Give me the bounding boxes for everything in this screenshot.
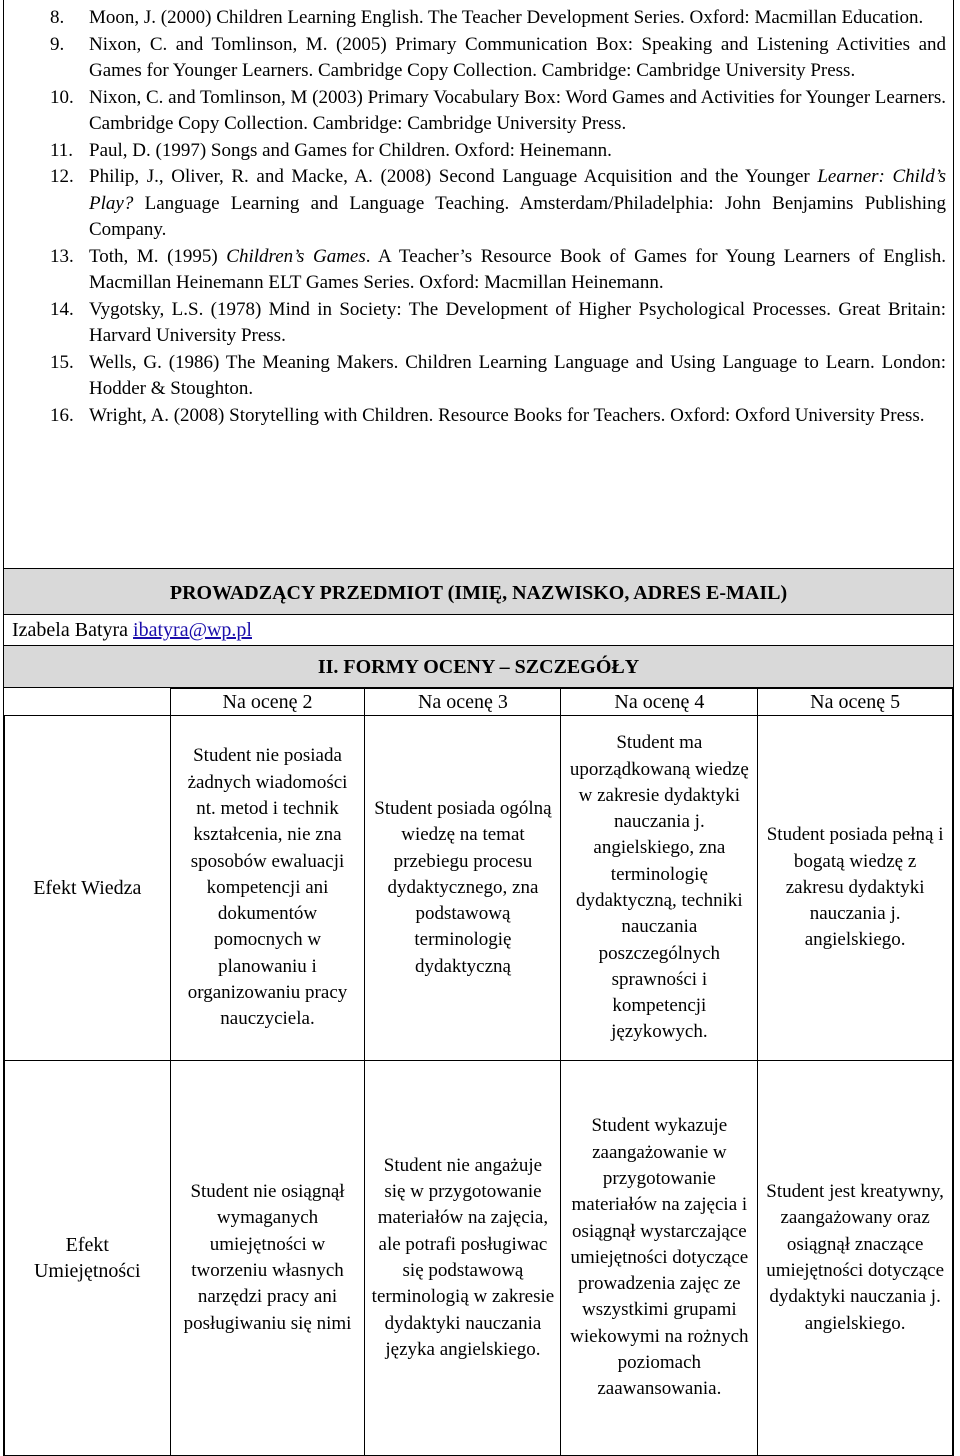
reference-text-pre: Philip, J., Oliver, R. and Macke, A. (2008) Second Language Acquisition and the Younger <box>89 166 818 187</box>
grade-cell: Student ma uporządkowaną wiedzę w zakresie dydaktyki nauczania j. angielskiego, zna terminologię dydaktyczną, techniki nauczania poszczególnych sprawności i kompetencji językowych. <box>561 716 758 1061</box>
reference-text: Paul, D. (1997) Songs and Games for Children. Oxford: Heinemann. <box>89 139 612 161</box>
reference-number: 14. <box>50 298 74 320</box>
reference-item <box>50 350 946 403</box>
grading-header-row <box>5 689 953 716</box>
lecturer-heading-text: PROWADZĄCY PRZEDMIOT (IMIĘ, NAZWISKO, ADRES E-MAIL) <box>169 582 788 604</box>
grade-column-header: Na ocenę 3 <box>365 689 561 716</box>
assessment-section-heading <box>4 645 953 688</box>
grade-cell: Student wykazuje zaangażowanie w przygotowanie materiałów na zajęcia i osiągnął wystarczające umiejętności dotyczące prowadzenia zajęc ze wszystkimi grupami wiekowymi na rożnych poziomach zaawansowania. <box>561 1061 758 1456</box>
reference-number: 10. <box>50 86 74 108</box>
reference-item <box>50 138 946 165</box>
reference-number: 16. <box>50 404 74 426</box>
reference-number: 12. <box>50 166 74 187</box>
row-label: Efekt Wiedza <box>5 716 171 1061</box>
reference-text: Vygotsky, L.S. (1978) Mind in Society: The Development of Higher Psychological Processes. Great Britain: Harvard University Press. <box>89 298 946 346</box>
reference-number: 13. <box>50 245 74 267</box>
lecturer-name: Izabela Batyra <box>12 619 134 641</box>
grade-cell: Student posiada ogólną wiedzę na temat przebiegu procesu dydaktycznego, zna podstawową terminologię dydaktyczną <box>365 716 561 1061</box>
reference-text: Moon, J. (2000) Children Learning English. The Teacher Development Series. Oxford: Macmillan Education. <box>89 7 924 28</box>
reference-number: 9. <box>50 33 65 55</box>
grading-header-empty <box>5 689 171 716</box>
grade-cell: Student jest kreatywny, zaangażowany oraz osiągnął znaczące umiejętności dotyczące dydaktyki nauczania j. angielskiego. <box>758 1061 953 1456</box>
row-label: Efekt Umiejętności <box>5 1061 171 1456</box>
lecturer-section-heading <box>4 568 953 615</box>
reference-number: 8. <box>50 7 65 28</box>
reference-list <box>50 5 946 429</box>
grade-cell: Student nie posiada żadnych wiadomości nt. metod i technik kształcenia, nie zna sposobów ewaluacji kompetencji ani dokumentów pomocnych w planowaniu i organizowaniu pracy nauczyciela. <box>170 716 365 1061</box>
grade-cell: Student nie osiągnął wymaganych umiejętności w tworzeniu własnych narzędzi pracy ani posługiwaniu się nimi <box>170 1061 365 1456</box>
reference-text: Wright, A. (2008) Storytelling with Children. Resource Books for Teachers. Oxford: Oxford University Press. <box>89 404 925 426</box>
reference-text: Nixon, C. and Tomlinson, M (2003) Primary Vocabulary Box: Word Games and Activities for Younger Learners. Cambridge Copy Collection. Cambridge: Cambridge University Press. <box>89 86 946 134</box>
grade-column-header: Na ocenę 4 <box>561 689 758 716</box>
grade-cell: Student posiada pełną i bogatą wiedzę z zakresu dydaktyki nauczania j. angielskiego. <box>758 716 953 1061</box>
lecturer-line <box>12 615 252 645</box>
reference-title-italic: Learner: Child’s Play? <box>89 166 946 214</box>
reference-text-post: . A Teacher’s Resource Book of Games for Young Learners of English. Macmillan Heinemann ELT Games Series. Oxford: Macmillan Heinemann. <box>89 245 947 293</box>
reference-number: 15. <box>50 351 74 373</box>
reference-item <box>50 297 946 350</box>
grade-cell: Student nie angażuje się w przygotowanie materiałów na zajęcia, ale potrafi posługiwac się podstawową terminologią w zakresie dydaktyki nauczania języka angielskiego. <box>365 1061 561 1456</box>
reference-text: Nixon, C. and Tomlinson, M. (2005) Primary Communication Box: Speaking and Listening Activities and Games for Younger Learners. Cambridge Copy Collection. Cambridge: Cambridge University Press. <box>89 33 946 81</box>
lecturer-email-link[interactable]: ibatyra@wp.pl <box>133 619 252 641</box>
grade-column-header: Na ocenę 5 <box>758 689 953 716</box>
reference-title-italic: Children’s Games <box>226 245 366 267</box>
reference-item <box>50 5 946 32</box>
reference-item <box>50 85 946 138</box>
reference-item <box>50 32 946 85</box>
grading-table <box>4 688 953 1456</box>
grading-row-knowledge <box>5 716 953 1061</box>
reference-text: Wells, G. (1986) The Meaning Makers. Children Learning Language and Using Language to Learn. London: Hodder & Stoughton. <box>89 351 946 399</box>
reference-number: 11. <box>50 139 74 161</box>
reference-item <box>50 164 946 244</box>
assessment-heading-text: II. FORMY OCENY – SZCZEGÓŁY <box>317 656 640 678</box>
reference-text-post: Language Learning and Language Teaching. Amsterdam/Philadelphia: John Benjamins Publishing Company. <box>89 192 946 240</box>
reference-text-pre: Toth, M. (1995) <box>89 245 227 267</box>
reference-item <box>50 403 946 430</box>
grading-row-skills <box>5 1061 953 1456</box>
reference-item <box>50 244 946 297</box>
grade-column-header: Na ocenę 2 <box>170 689 365 716</box>
